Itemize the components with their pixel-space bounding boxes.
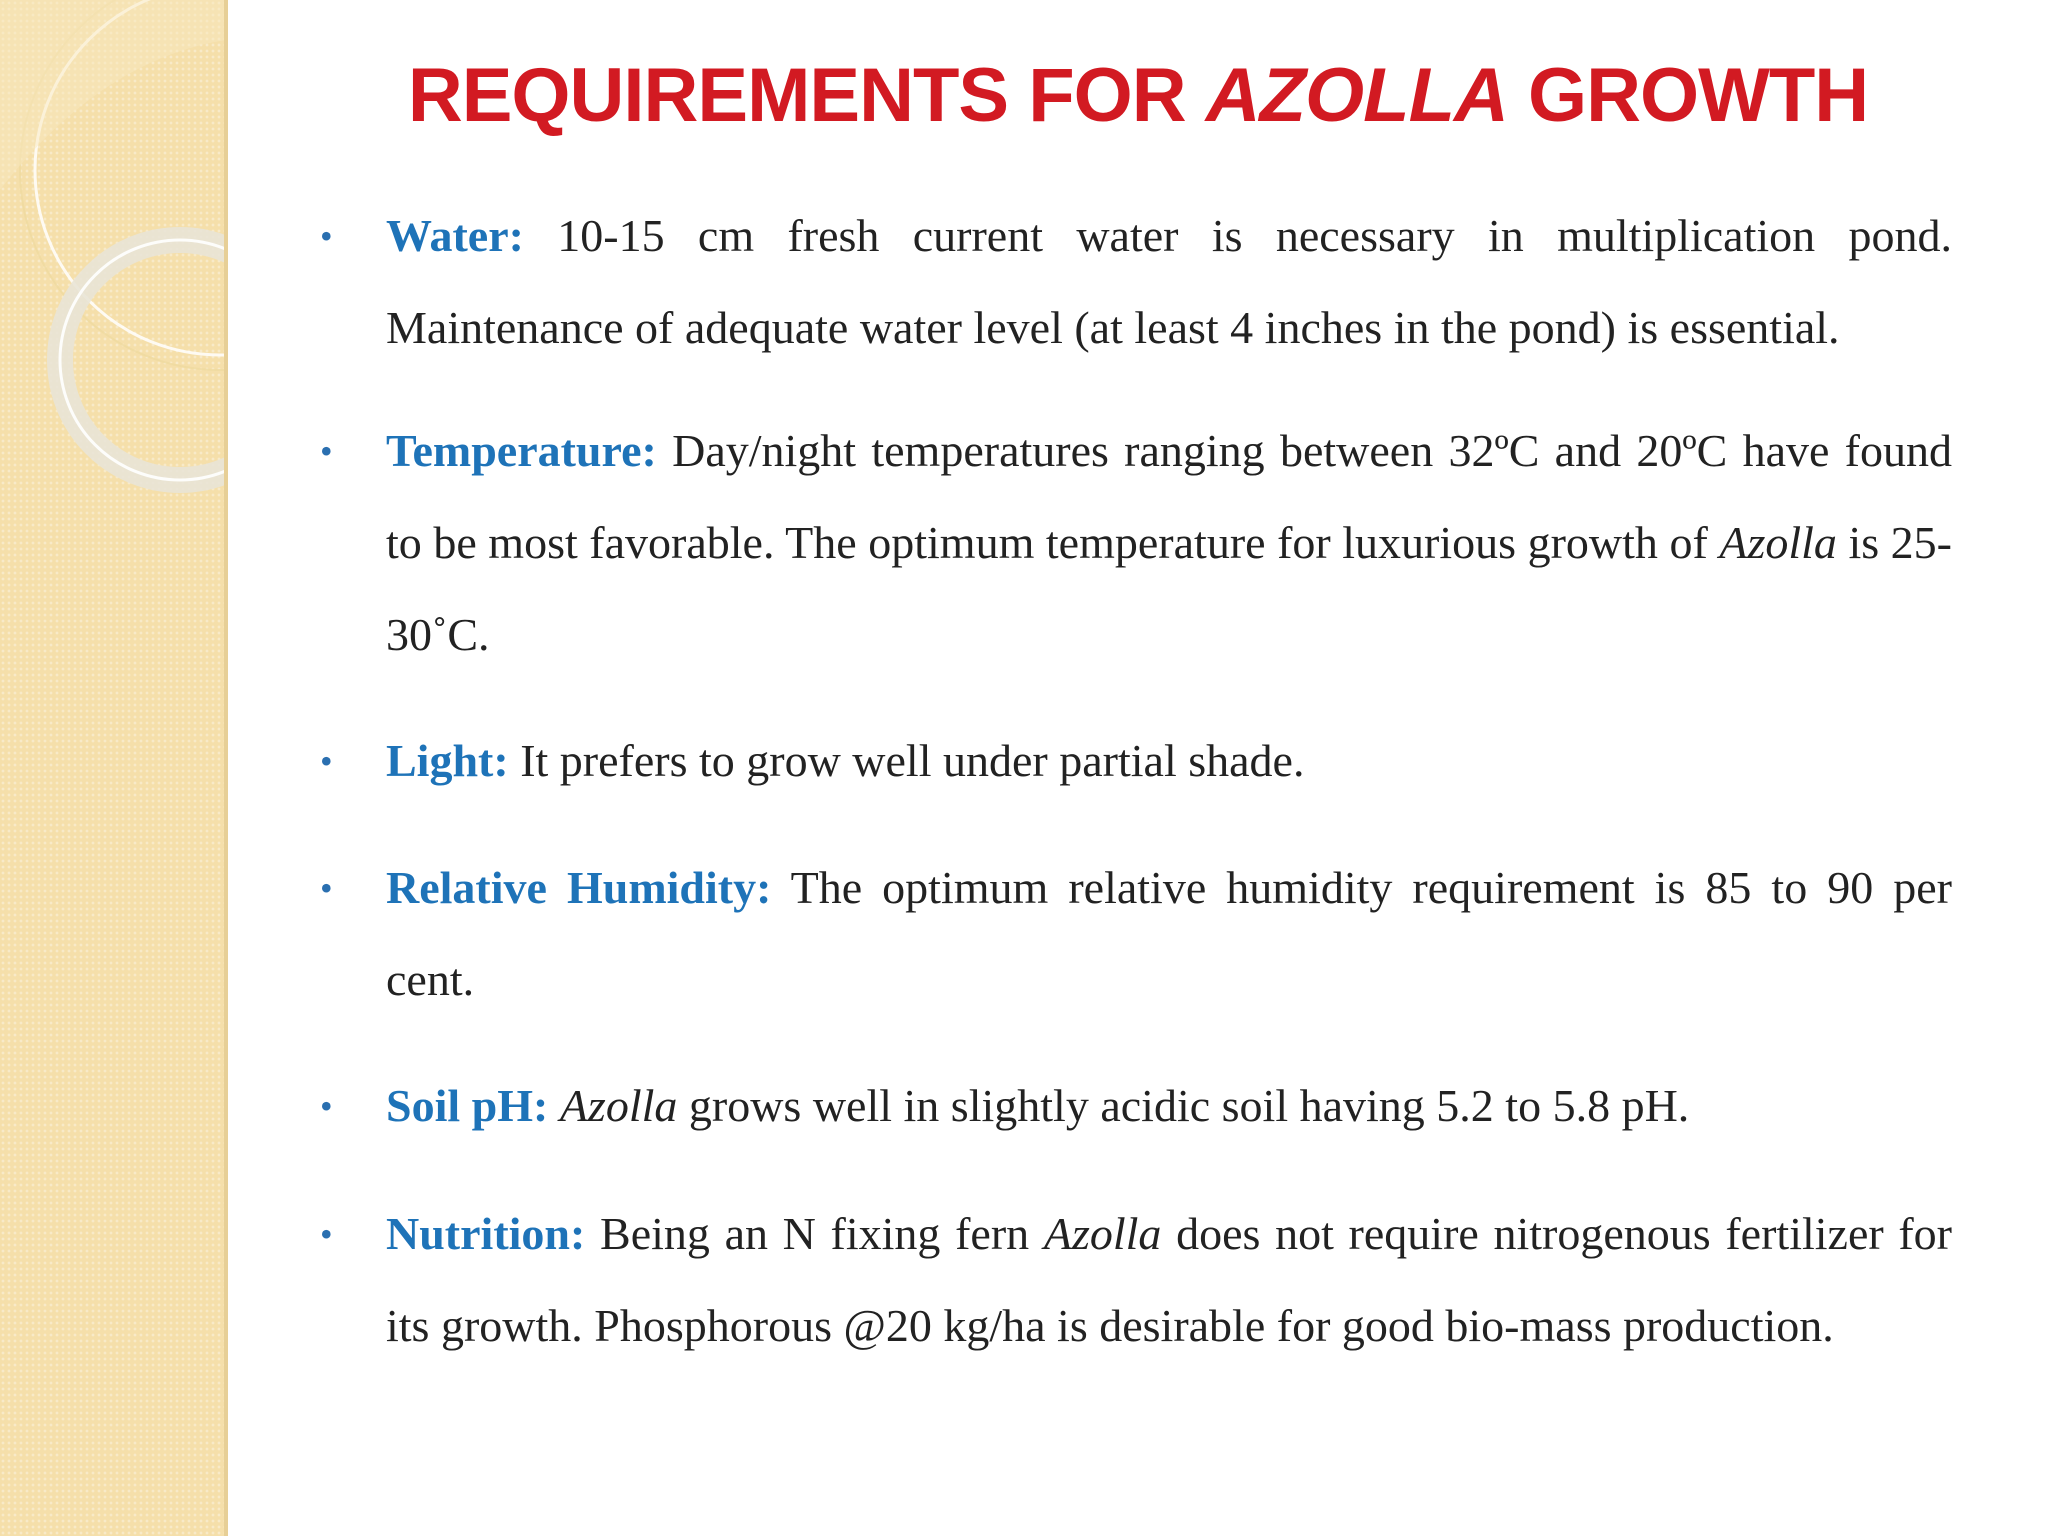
decorative-sidebar (0, 0, 226, 1536)
list-item-water (320, 190, 1952, 374)
bullet-icon: • (320, 868, 333, 908)
item-body (386, 1060, 1952, 1152)
item-body (386, 190, 1952, 374)
item-body (386, 842, 1952, 1026)
title-text-italic: AZOLLA (1205, 53, 1508, 138)
title-text-start: REQUIREMENTS FOR (407, 53, 1206, 138)
item-italic-term: Azolla (1719, 517, 1837, 568)
bullet-icon: • (320, 431, 333, 471)
title-text-end: GROWTH (1507, 53, 1869, 138)
slide-title (228, 52, 2048, 139)
item-label: Temperature: (386, 425, 657, 476)
item-body (386, 405, 1952, 681)
list-item-light (320, 715, 1952, 807)
item-label: Soil pH: (386, 1080, 549, 1131)
item-description: The optimum relative humidity requirement is 85 to 90 per cent. (386, 862, 1952, 1005)
item-label: Nutrition: (386, 1208, 586, 1259)
item-label: Light: (386, 735, 509, 786)
item-italic-term: Azolla (1043, 1208, 1162, 1259)
item-description: It prefers to grow well under partial shade. (508, 735, 1305, 786)
item-description-end: grows well in slightly acidic soil having 5.2 to 5.8 pH. (677, 1080, 1690, 1131)
item-description: Day/night temperatures ranging between 32ºC and 20ºC have found to be most favorable. The optimum temperature for luxurious growth of (386, 425, 1952, 568)
list-item-temperature (320, 405, 1952, 681)
item-italic-term: Azolla (559, 1080, 678, 1131)
list-item-relative-humidity (320, 842, 1952, 1026)
bullet-icon: • (320, 1214, 333, 1254)
sidebar-divider (224, 0, 228, 1536)
list-item-soil-ph (320, 1060, 1952, 1152)
item-label: Water: (386, 210, 524, 261)
item-description-end: is 25-30˚C. (386, 517, 1952, 660)
item-description-end: does not require nitrogenous fertilizer for its growth. Phosphorous @20 kg/ha is desirable for good bio-mass production. (386, 1208, 1953, 1351)
item-body (386, 715, 1952, 807)
bullet-icon: • (320, 1086, 333, 1126)
decorative-rings-icon (0, 0, 226, 1536)
bullet-icon: • (320, 216, 333, 256)
item-description: Being an N fixing fern (585, 1208, 1044, 1259)
bullet-icon: • (320, 741, 333, 781)
list-item-nutrition (320, 1188, 1952, 1372)
item-label: Relative Humidity: (386, 862, 772, 913)
item-body (386, 1188, 1952, 1372)
item-description: 10-15 cm fresh current water is necessary in multiplication pond. Maintenance of adequate water level (at least 4 inches in the pond) is essential. (386, 210, 1952, 353)
